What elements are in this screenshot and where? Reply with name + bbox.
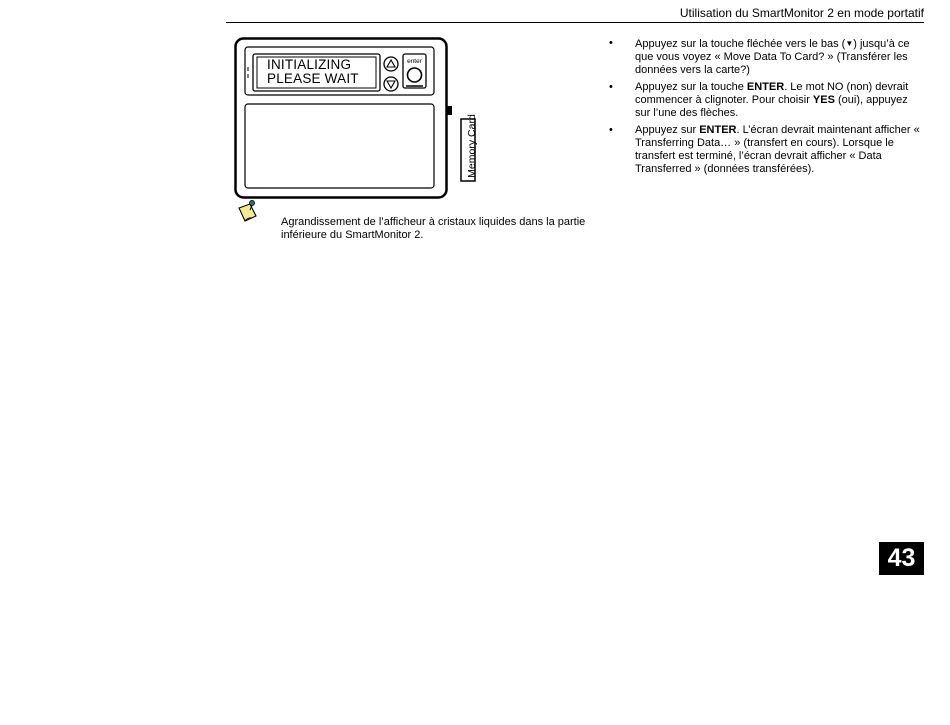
- lcd-line-2: PLEASE WAIT: [267, 71, 359, 86]
- instruction-step: • Appuyez sur la touche fléchée vers le bas (▼) jusqu’à ce que vous voyez « Move Data To Card? » (Transférer les données vers la carte?): [609, 37, 921, 77]
- enter-label: enter: [407, 58, 422, 65]
- page-header: Utilisation du SmartMonitor 2 en mode portatif: [679, 6, 924, 20]
- instruction-step: • Appuyez sur la touche ENTER. Le mot NO (non) devrait commencer à clignoter. Pour choisir YES (oui), appuyez sur l’une des flèches.: [609, 81, 921, 120]
- header-divider: [226, 22, 924, 23]
- instruction-list: [609, 37, 921, 180]
- memory-card-label: Memory Card: [466, 114, 478, 178]
- note-pin-icon: [236, 199, 260, 225]
- card-slot-tab: [447, 106, 452, 115]
- figure-caption: Agrandissement de l’afficheur à cristaux liquides dans la partie inférieure du SmartMonitor 2.: [281, 216, 586, 241]
- up-arrow-button-icon: [384, 57, 398, 71]
- down-arrow-button-icon: [384, 77, 398, 91]
- page-number: 43: [879, 542, 924, 575]
- lcd-display-text: [267, 58, 377, 86]
- lcd-line-1: INITIALIZING: [267, 57, 352, 72]
- enter-button-icon: [403, 54, 426, 88]
- instruction-step: • Appuyez sur ENTER. L’écran devrait maintenant afficher « Transferring Data… » (transfert en cours). Lorsque le transfert est terminé, l’écran devrait afficher « Data Transferred » (données transférées).: [609, 124, 921, 176]
- down-arrow-icon: ▼: [845, 39, 854, 48]
